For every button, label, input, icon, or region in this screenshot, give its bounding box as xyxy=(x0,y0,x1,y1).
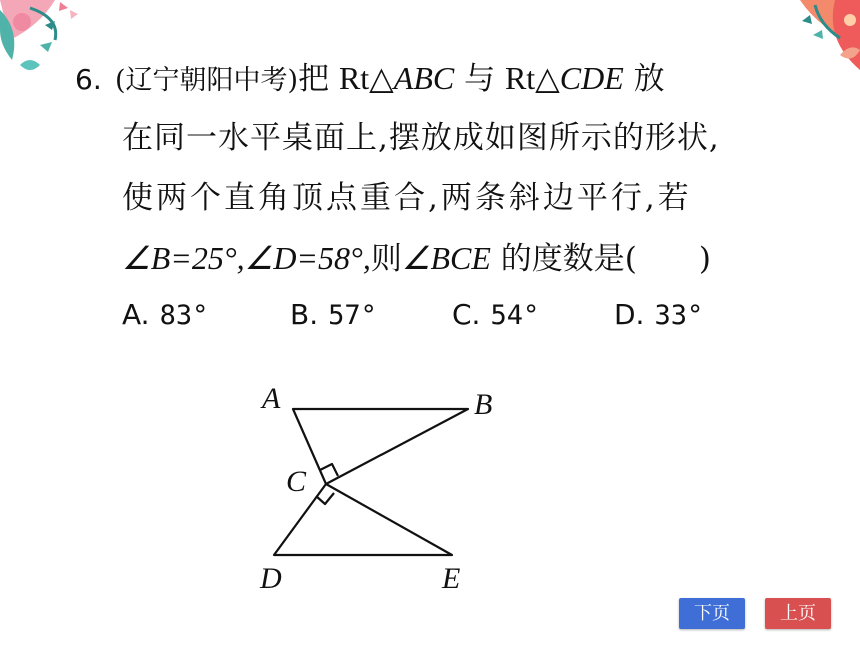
label-e: E xyxy=(442,562,461,595)
text-place: 放 xyxy=(633,61,665,97)
choice-a[interactable]: A. 83° xyxy=(122,298,209,331)
question-line-2: 在同一水平桌面上,摆放成如图所示的形状, xyxy=(122,120,720,156)
label-d: D xyxy=(260,562,282,595)
geometry-figure xyxy=(250,378,520,598)
floral-decoration-right xyxy=(740,0,860,95)
triangle-abc-name: ABC xyxy=(393,60,455,96)
question-line-4 xyxy=(122,238,711,279)
triangle-cde-name: CDE xyxy=(559,60,624,96)
angle-bce: ∠BCE xyxy=(401,240,491,276)
triangles-diagram xyxy=(250,378,520,598)
question-line-1 xyxy=(75,58,665,101)
triangle-prefix: Rt△ xyxy=(504,60,560,96)
next-page-button[interactable]: 下页 xyxy=(679,598,745,629)
label-a: A xyxy=(262,382,281,415)
triangle-abc xyxy=(293,409,468,484)
question-number: 6. xyxy=(75,63,102,96)
text-with: 与 xyxy=(464,61,496,97)
text-degree-is: 的度数是( xyxy=(500,241,637,277)
text-then: 则 xyxy=(370,241,402,277)
answer-paren-close: ) xyxy=(698,241,712,277)
choice-c[interactable]: C. 54° xyxy=(452,298,540,331)
text-ba: 把 xyxy=(298,61,330,97)
angle-b-condition: ∠B=25°, xyxy=(122,240,245,276)
triangle-prefix: Rt△ xyxy=(338,60,394,96)
choice-d[interactable]: D. 33° xyxy=(614,298,704,331)
label-c: C xyxy=(286,465,307,498)
angle-d-condition: ∠D=58°, xyxy=(244,240,371,276)
label-b: B xyxy=(474,388,493,421)
choice-b[interactable]: B. 57° xyxy=(290,298,377,331)
question-line-3: 使两个直角顶点重合,两条斜边平行,若 xyxy=(122,180,692,216)
previous-page-button[interactable]: 上页 xyxy=(765,598,831,629)
question-source: (辽宁朝阳中考) xyxy=(115,65,299,96)
